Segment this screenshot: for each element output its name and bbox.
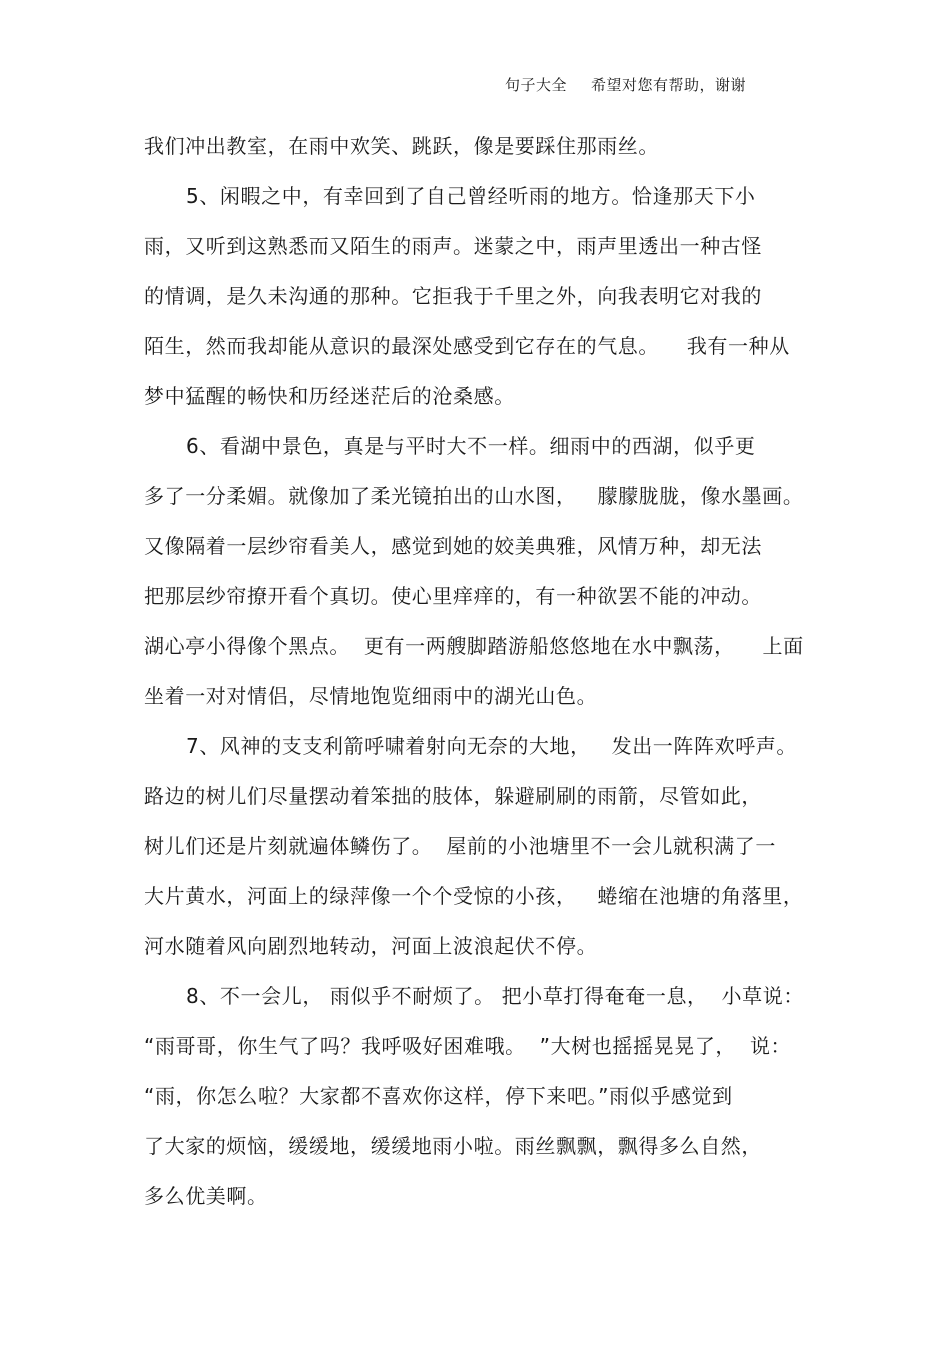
text-line: 路边的树儿们尽量摆动着笨拙的肢体，躲避刷刷的雨箭，尽管如此， <box>144 784 762 808</box>
text-line: 的情调，是久未沟通的那种。它拒我于千里之外，向我表明它对我的 <box>144 284 762 308</box>
header-right-text: 希望对您有帮助，谢谢 <box>591 76 747 94</box>
text-line: 湖心亭小得像个黑点。 更有一两艘脚踏游船悠悠地在水中飘荡， 上面 <box>144 634 804 658</box>
text-line: 了大家的烦恼，缓缓地，缓缓地雨小啦。雨丝飘飘，飘得多么自然， <box>144 1134 762 1158</box>
text-line: 把那层纱帘撩开看个真切。使心里痒痒的，有一种欲罢不能的冲动。 <box>144 584 762 608</box>
text-line: 多么优美啊。 <box>144 1184 268 1208</box>
text-line: “雨哥哥，你生气了吗？我呼吸好困难哦。 ”大树也摇摇晃晃了， 说： <box>144 1034 792 1058</box>
text-line: 树儿们还是片刻就遍体鳞伤了。 屋前的小池塘里不一会儿就积满了一 <box>144 834 776 858</box>
text-line: 坐着一对对情侣，尽情地饱览细雨中的湖光山色。 <box>144 684 598 708</box>
text-line: 6、看湖中景色，真是与平时大不一样。细雨中的西湖，似乎更 <box>186 434 756 458</box>
header-left-text: 句子大全 <box>505 76 568 94</box>
text-line: 多了一分柔媚。就像加了柔光镜拍出的山水图， 朦朦胧胧，像水墨画。 <box>144 484 804 508</box>
text-line: 梦中猛醒的畅快和历经迷茫后的沧桑感。 <box>144 384 515 408</box>
page-header <box>505 74 746 95</box>
text-line: 又像隔着一层纱帘看美人，感觉到她的姣美典雅，风情万种，却无法 <box>144 534 762 558</box>
text-line: 陌生，然而我却能从意识的最深处感受到它存在的气息。 我有一种从 <box>144 334 790 358</box>
text-line: 7、风神的支支利箭呼啸着射向无奈的大地， 发出一阵阵欢呼声。 <box>186 734 797 758</box>
text-line: 大片黄水，河面上的绿萍像一个个受惊的小孩， 蜷缩在池塘的角落里， <box>144 884 804 908</box>
text-line: 我们冲出教室，在雨中欢笑、跳跃，像是要踩住那雨丝。 <box>144 134 659 158</box>
text-line: 5、闲暇之中，有幸回到了自己曾经听雨的地方。恰逢那天下小 <box>186 184 756 208</box>
text-line: 河水随着风向剧烈地转动，河面上波浪起伏不停。 <box>144 934 598 958</box>
text-line: 雨，又听到这熟悉而又陌生的雨声。迷蒙之中，雨声里透出一种古怪 <box>144 234 762 258</box>
text-line: 8、不一会儿， 雨似乎不耐烦了。 把小草打得奄奄一息， 小草说： <box>186 984 804 1008</box>
text-line: “雨，你怎么啦？大家都不喜欢你这样，停下来吧。”雨似乎感觉到 <box>144 1084 733 1108</box>
